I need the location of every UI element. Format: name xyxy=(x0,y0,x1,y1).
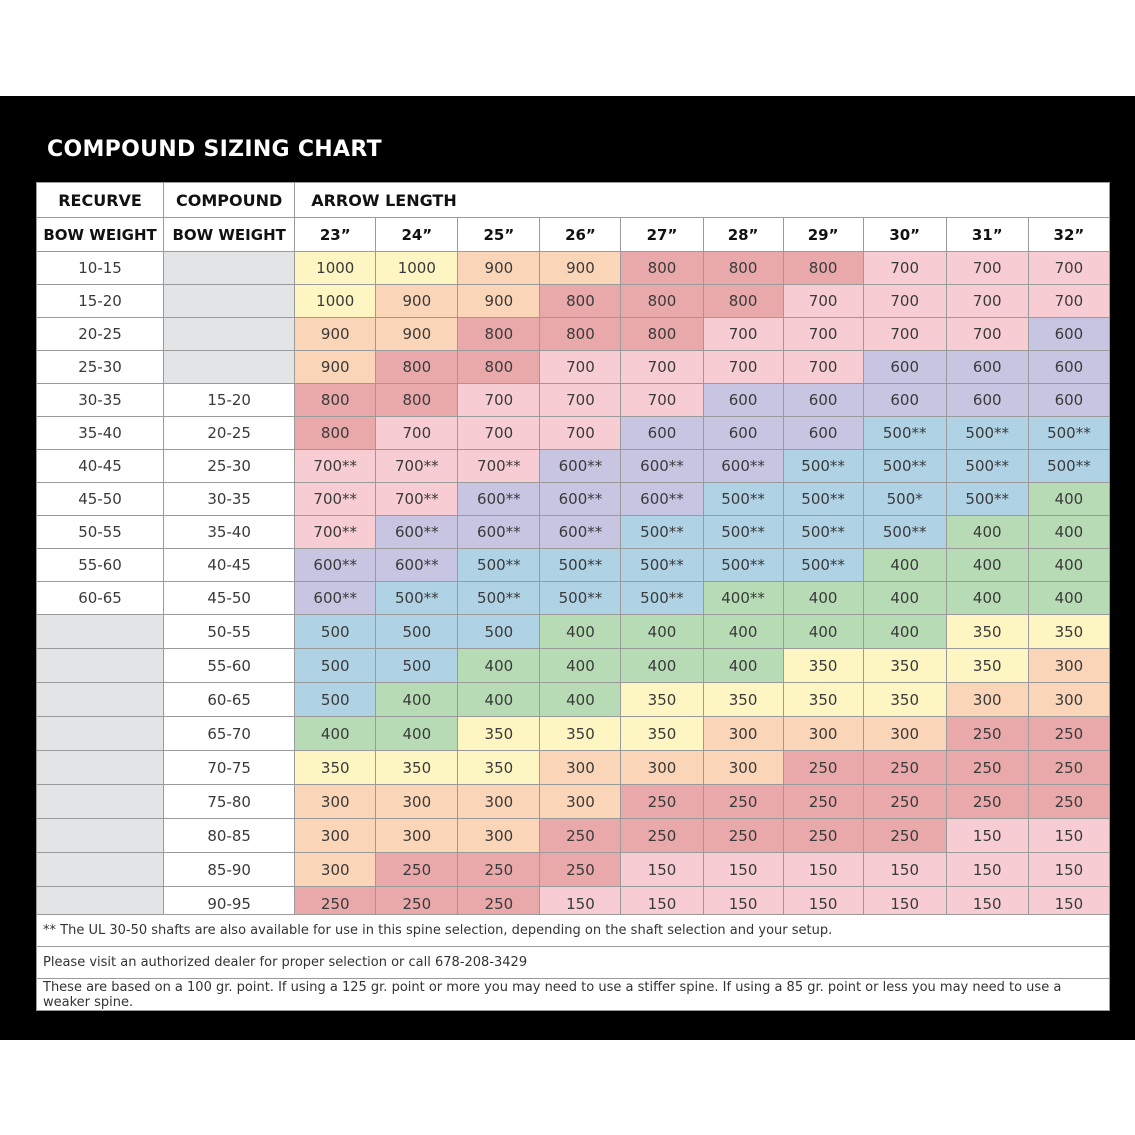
compound-weight-cell: 35-40 xyxy=(164,516,295,549)
spine-cell: 350 xyxy=(783,649,863,683)
spine-cell: 250 xyxy=(946,717,1028,751)
compound-weight-cell: 65-70 xyxy=(164,717,295,751)
spine-cell: 350 xyxy=(946,649,1028,683)
spine-cell: 250 xyxy=(863,819,946,853)
spine-cell: 350 xyxy=(1028,615,1109,649)
recurve-weight-cell: 45-50 xyxy=(37,483,164,516)
spine-cell: 400 xyxy=(540,683,621,717)
table-row xyxy=(37,819,1110,853)
length-header: 23” xyxy=(295,218,376,252)
chart-title: COMPOUND SIZING CHART xyxy=(47,137,382,162)
spine-cell: 700 xyxy=(863,318,946,351)
spine-cell: 800 xyxy=(540,285,621,318)
spine-cell: 150 xyxy=(783,887,863,921)
length-header: 24” xyxy=(376,218,458,252)
recurve-weight-cell xyxy=(37,683,164,717)
spine-cell: 350 xyxy=(458,751,540,785)
spine-cell: 700 xyxy=(1028,285,1109,318)
spine-cell: 1000 xyxy=(295,285,376,318)
spine-cell: 400 xyxy=(621,615,703,649)
length-header: 25” xyxy=(458,218,540,252)
spine-cell: 500** xyxy=(540,582,621,615)
spine-cell: 250 xyxy=(621,819,703,853)
table-row xyxy=(37,351,1110,384)
compound-weight-cell: 70-75 xyxy=(164,751,295,785)
compound-weight-cell: 45-50 xyxy=(164,582,295,615)
spine-cell: 350 xyxy=(458,717,540,751)
table-row xyxy=(37,717,1110,751)
spine-cell: 700** xyxy=(458,450,540,483)
spine-cell: 350 xyxy=(703,683,783,717)
spine-cell: 150 xyxy=(540,887,621,921)
spine-cell: 300 xyxy=(946,683,1028,717)
spine-cell: 700 xyxy=(458,384,540,417)
length-header: 28” xyxy=(703,218,783,252)
spine-cell: 500** xyxy=(621,549,703,582)
spine-cell: 700 xyxy=(703,318,783,351)
spine-cell: 600 xyxy=(783,384,863,417)
table-row xyxy=(37,384,1110,417)
table-row xyxy=(37,318,1110,351)
spine-cell: 250 xyxy=(863,785,946,819)
table-row xyxy=(37,615,1110,649)
spine-cell: 800 xyxy=(621,318,703,351)
length-header: 29” xyxy=(783,218,863,252)
recurve-weight-cell xyxy=(37,819,164,853)
spine-cell: 250 xyxy=(1028,785,1109,819)
spine-cell: 600** xyxy=(376,549,458,582)
spine-cell: 700** xyxy=(295,450,376,483)
spine-cell: 300 xyxy=(703,717,783,751)
spine-cell: 250 xyxy=(540,853,621,887)
spine-cell: 600** xyxy=(540,483,621,516)
spine-cell: 400 xyxy=(376,683,458,717)
spine-cell: 700 xyxy=(540,417,621,450)
spine-cell: 500 xyxy=(376,649,458,683)
spine-cell: 500** xyxy=(621,516,703,549)
spine-cell: 900 xyxy=(295,351,376,384)
spine-cell: 300 xyxy=(295,785,376,819)
spine-cell: 700 xyxy=(621,384,703,417)
spine-cell: 700 xyxy=(376,417,458,450)
spine-cell: 150 xyxy=(703,887,783,921)
table-row xyxy=(37,549,1110,582)
table-row xyxy=(37,516,1110,549)
spine-cell: 250 xyxy=(295,887,376,921)
spine-cell: 250 xyxy=(458,853,540,887)
spine-cell: 500** xyxy=(1028,417,1109,450)
spine-cell: 350 xyxy=(946,615,1028,649)
recurve-weight-cell: 10-15 xyxy=(37,252,164,285)
spine-cell: 250 xyxy=(946,785,1028,819)
spine-cell: 600** xyxy=(621,483,703,516)
length-header: 32” xyxy=(1028,218,1109,252)
spine-cell: 150 xyxy=(621,853,703,887)
spine-cell: 700 xyxy=(946,285,1028,318)
spine-cell: 600 xyxy=(703,417,783,450)
spine-cell: 600 xyxy=(1028,384,1109,417)
spine-cell: 600 xyxy=(946,384,1028,417)
spine-cell: 700 xyxy=(621,351,703,384)
table-row xyxy=(37,417,1110,450)
table-row xyxy=(37,751,1110,785)
spine-cell: 700 xyxy=(946,252,1028,285)
spine-cell: 600 xyxy=(1028,351,1109,384)
spine-cell: 300 xyxy=(458,819,540,853)
recurve-weight-cell: 35-40 xyxy=(37,417,164,450)
spine-cell: 1000 xyxy=(295,252,376,285)
spine-cell: 500** xyxy=(946,483,1028,516)
spine-cell: 800 xyxy=(458,351,540,384)
spine-cell: 400 xyxy=(783,582,863,615)
spine-cell: 400 xyxy=(295,717,376,751)
notes-table xyxy=(36,914,1110,1011)
spine-cell: 250 xyxy=(376,887,458,921)
table-row xyxy=(37,683,1110,717)
spine-cell: 150 xyxy=(783,853,863,887)
spine-cell: 400 xyxy=(1028,483,1109,516)
spine-cell: 500 xyxy=(295,615,376,649)
spine-cell: 350 xyxy=(621,683,703,717)
compound-weight-cell xyxy=(164,318,295,351)
spine-cell: 400 xyxy=(863,582,946,615)
spine-cell: 600** xyxy=(540,516,621,549)
spine-cell: 800 xyxy=(621,285,703,318)
spine-cell: 400 xyxy=(1028,582,1109,615)
spine-cell: 800 xyxy=(621,252,703,285)
recurve-weight-cell: 25-30 xyxy=(37,351,164,384)
spine-cell: 350 xyxy=(783,683,863,717)
recurve-weight-cell: 60-65 xyxy=(37,582,164,615)
spine-cell: 700 xyxy=(783,351,863,384)
spine-cell: 400 xyxy=(540,615,621,649)
header-row-2 xyxy=(37,218,1110,252)
spine-cell: 500** xyxy=(863,450,946,483)
spine-cell: 700 xyxy=(1028,252,1109,285)
spine-cell: 250 xyxy=(863,751,946,785)
spine-cell: 150 xyxy=(863,853,946,887)
spine-cell: 150 xyxy=(1028,853,1109,887)
recurve-weight-cell: 20-25 xyxy=(37,318,164,351)
spine-cell: 800 xyxy=(703,285,783,318)
spine-cell: 400 xyxy=(1028,516,1109,549)
spine-cell: 400 xyxy=(376,717,458,751)
arrow-length-header: ARROW LENGTH xyxy=(295,183,1110,218)
spine-cell: 500** xyxy=(621,582,703,615)
spine-cell: 250 xyxy=(376,853,458,887)
spine-cell: 500** xyxy=(946,450,1028,483)
spine-cell: 500** xyxy=(863,417,946,450)
spine-cell: 500** xyxy=(946,417,1028,450)
recurve-weight-cell xyxy=(37,751,164,785)
spine-cell: 300 xyxy=(1028,649,1109,683)
compound-weight-cell xyxy=(164,351,295,384)
spine-cell: 400 xyxy=(783,615,863,649)
spine-cell: 800 xyxy=(376,351,458,384)
spine-cell: 400 xyxy=(540,649,621,683)
table-row xyxy=(37,853,1110,887)
table-row xyxy=(37,252,1110,285)
spine-cell: 400 xyxy=(458,683,540,717)
sizing-table xyxy=(36,182,1110,921)
spine-cell: 250 xyxy=(540,819,621,853)
spine-cell: 300 xyxy=(1028,683,1109,717)
spine-cell: 150 xyxy=(946,819,1028,853)
spine-cell: 300 xyxy=(540,751,621,785)
compound-weight-cell: 20-25 xyxy=(164,417,295,450)
note-dealer: Please visit an authorized dealer for proper selection or call 678-208-3429 xyxy=(37,947,1110,979)
spine-cell: 400 xyxy=(1028,549,1109,582)
spine-cell: 250 xyxy=(783,785,863,819)
spine-cell: 250 xyxy=(621,785,703,819)
spine-cell: 600** xyxy=(540,450,621,483)
note-point-weight: These are based on a 100 gr. point. If using a 125 gr. point or more you may need to use a stiffer spine. If using a 85 gr. point or less you may need to use a weaker spine. xyxy=(37,979,1110,1011)
spine-cell: 700 xyxy=(783,318,863,351)
spine-cell: 300 xyxy=(703,751,783,785)
spine-cell: 400 xyxy=(863,549,946,582)
compound-weight-cell: 75-80 xyxy=(164,785,295,819)
recurve-weight-cell: 30-35 xyxy=(37,384,164,417)
spine-cell: 500* xyxy=(863,483,946,516)
spine-cell: 600 xyxy=(1028,318,1109,351)
spine-cell: 900 xyxy=(376,285,458,318)
spine-cell: 600 xyxy=(946,351,1028,384)
spine-cell: 600 xyxy=(863,351,946,384)
spine-cell: 800 xyxy=(783,252,863,285)
spine-cell: 150 xyxy=(863,887,946,921)
spine-cell: 500** xyxy=(540,549,621,582)
spine-cell: 150 xyxy=(703,853,783,887)
recurve-weight-cell xyxy=(37,717,164,751)
spine-cell: 400 xyxy=(863,615,946,649)
table-row xyxy=(37,483,1110,516)
spine-cell: 500** xyxy=(863,516,946,549)
length-header: 26” xyxy=(540,218,621,252)
spine-cell: 500** xyxy=(458,549,540,582)
spine-cell: 800 xyxy=(295,384,376,417)
spine-cell: 350 xyxy=(863,649,946,683)
spine-cell: 350 xyxy=(540,717,621,751)
recurve-weight-cell xyxy=(37,853,164,887)
recurve-weight-cell xyxy=(37,615,164,649)
spine-cell: 350 xyxy=(621,717,703,751)
spine-cell: 600** xyxy=(458,483,540,516)
spine-cell: 900 xyxy=(295,318,376,351)
spine-cell: 500 xyxy=(295,683,376,717)
spine-cell: 500** xyxy=(703,516,783,549)
recurve-bow-weight-header: BOW WEIGHT xyxy=(37,218,164,252)
spine-cell: 300 xyxy=(458,785,540,819)
note-shafts: ** The UL 30-50 shafts are also available for use in this spine selection, depending on the shaft selection and your setup. xyxy=(37,915,1110,947)
spine-cell: 700** xyxy=(376,483,458,516)
compound-weight-cell: 40-45 xyxy=(164,549,295,582)
spine-cell: 600 xyxy=(621,417,703,450)
spine-cell: 500** xyxy=(703,483,783,516)
spine-cell: 400 xyxy=(946,549,1028,582)
compound-weight-cell xyxy=(164,252,295,285)
spine-cell: 350 xyxy=(863,683,946,717)
spine-cell: 700** xyxy=(295,483,376,516)
spine-cell: 300 xyxy=(376,785,458,819)
spine-cell: 500** xyxy=(783,483,863,516)
recurve-weight-cell xyxy=(37,785,164,819)
compound-weight-cell: 15-20 xyxy=(164,384,295,417)
spine-cell: 600 xyxy=(863,384,946,417)
spine-cell: 600** xyxy=(295,582,376,615)
spine-cell: 600** xyxy=(295,549,376,582)
spine-cell: 400 xyxy=(458,649,540,683)
spine-cell: 600 xyxy=(783,417,863,450)
table-row xyxy=(37,582,1110,615)
recurve-weight-cell: 40-45 xyxy=(37,450,164,483)
recurve-weight-cell: 55-60 xyxy=(37,549,164,582)
spine-cell: 300 xyxy=(863,717,946,751)
recurve-weight-cell xyxy=(37,649,164,683)
spine-cell: 500 xyxy=(458,615,540,649)
spine-cell: 150 xyxy=(1028,819,1109,853)
compound-weight-cell: 55-60 xyxy=(164,649,295,683)
spine-cell: 800 xyxy=(295,417,376,450)
spine-cell: 300 xyxy=(295,853,376,887)
spine-cell: 900 xyxy=(458,252,540,285)
spine-cell: 600** xyxy=(621,450,703,483)
recurve-header: RECURVE xyxy=(37,183,164,218)
compound-weight-cell: 85-90 xyxy=(164,853,295,887)
compound-weight-cell: 50-55 xyxy=(164,615,295,649)
spine-cell: 700 xyxy=(540,384,621,417)
spine-cell: 700 xyxy=(458,417,540,450)
spine-cell: 250 xyxy=(1028,717,1109,751)
spine-cell: 800 xyxy=(703,252,783,285)
spine-cell: 500** xyxy=(376,582,458,615)
spine-cell: 250 xyxy=(458,887,540,921)
spine-cell: 600** xyxy=(458,516,540,549)
compound-weight-cell: 25-30 xyxy=(164,450,295,483)
spine-cell: 250 xyxy=(703,785,783,819)
recurve-weight-cell: 15-20 xyxy=(37,285,164,318)
spine-cell: 150 xyxy=(621,887,703,921)
spine-cell: 300 xyxy=(783,717,863,751)
spine-cell: 350 xyxy=(295,751,376,785)
spine-cell: 350 xyxy=(376,751,458,785)
recurve-weight-cell: 50-55 xyxy=(37,516,164,549)
spine-cell: 800 xyxy=(540,318,621,351)
spine-cell: 1000 xyxy=(376,252,458,285)
spine-cell: 300 xyxy=(540,785,621,819)
spine-cell: 400 xyxy=(621,649,703,683)
spine-cell: 300 xyxy=(376,819,458,853)
spine-cell: 700 xyxy=(863,252,946,285)
spine-cell: 900 xyxy=(540,252,621,285)
spine-cell: 500** xyxy=(783,516,863,549)
spine-cell: 150 xyxy=(1028,887,1109,921)
compound-bow-weight-header: BOW WEIGHT xyxy=(164,218,295,252)
spine-cell: 700 xyxy=(783,285,863,318)
spine-cell: 300 xyxy=(295,819,376,853)
spine-cell: 150 xyxy=(946,887,1028,921)
spine-cell: 700 xyxy=(703,351,783,384)
spine-cell: 400** xyxy=(703,582,783,615)
spine-cell: 250 xyxy=(1028,751,1109,785)
spine-cell: 250 xyxy=(783,819,863,853)
length-header: 30” xyxy=(863,218,946,252)
compound-weight-cell: 30-35 xyxy=(164,483,295,516)
length-header: 27” xyxy=(621,218,703,252)
compound-weight-cell xyxy=(164,285,295,318)
spine-cell: 250 xyxy=(783,751,863,785)
spine-cell: 400 xyxy=(946,516,1028,549)
spine-cell: 400 xyxy=(703,649,783,683)
spine-cell: 700 xyxy=(540,351,621,384)
table-row xyxy=(37,649,1110,683)
spine-cell: 900 xyxy=(376,318,458,351)
table-row xyxy=(37,450,1110,483)
spine-cell: 600 xyxy=(703,384,783,417)
spine-cell: 250 xyxy=(703,819,783,853)
spine-cell: 500** xyxy=(1028,450,1109,483)
table-row xyxy=(37,785,1110,819)
spine-cell: 500** xyxy=(783,549,863,582)
spine-cell: 700 xyxy=(863,285,946,318)
spine-cell: 700** xyxy=(376,450,458,483)
spine-cell: 700 xyxy=(946,318,1028,351)
length-header: 31” xyxy=(946,218,1028,252)
spine-cell: 800 xyxy=(458,318,540,351)
spine-cell: 900 xyxy=(458,285,540,318)
compound-weight-cell: 60-65 xyxy=(164,683,295,717)
spine-cell: 700** xyxy=(295,516,376,549)
spine-cell: 500 xyxy=(295,649,376,683)
spine-cell: 300 xyxy=(621,751,703,785)
table-row xyxy=(37,285,1110,318)
spine-cell: 500** xyxy=(703,549,783,582)
compound-header: COMPOUND xyxy=(164,183,295,218)
spine-cell: 500** xyxy=(783,450,863,483)
spine-cell: 600** xyxy=(376,516,458,549)
spine-cell: 150 xyxy=(946,853,1028,887)
spine-cell: 800 xyxy=(376,384,458,417)
spine-cell: 400 xyxy=(946,582,1028,615)
compound-weight-cell: 90-95 xyxy=(164,887,295,921)
spine-cell: 250 xyxy=(946,751,1028,785)
spine-cell: 500 xyxy=(376,615,458,649)
spine-cell: 500** xyxy=(458,582,540,615)
spine-cell: 600** xyxy=(703,450,783,483)
header-row-1 xyxy=(37,183,1110,218)
compound-weight-cell: 80-85 xyxy=(164,819,295,853)
spine-cell: 400 xyxy=(703,615,783,649)
